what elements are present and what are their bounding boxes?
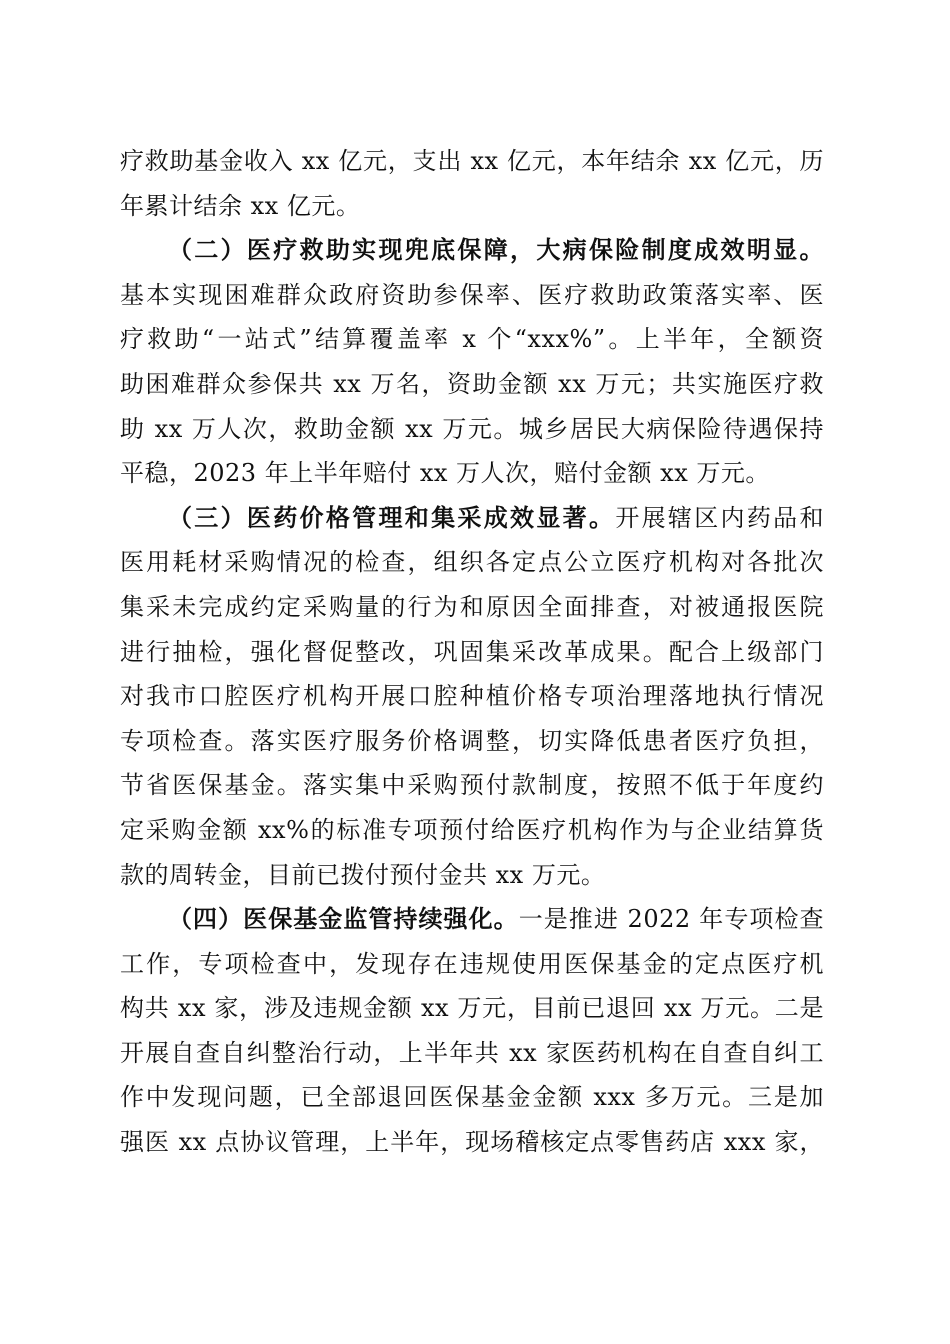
text-line: 专项检查。落实医疗服务价格调整，切实降低患者医疗负担， [120,726,824,755]
text-line: 平稳，2023 年上半年赔付 xx 万人次，赔付金额 xx 万元。 [120,459,770,488]
text-line: 基本实现困难群众政府资助参保率、医疗救助政策落实率、医 [120,280,824,309]
text-line: 助 xx 万人次，救助金额 xx 万元。城乡居民大病保险待遇保持 [120,414,824,443]
text-line: 作中发现问题，已全部退回医保基金金额 xxx 多万元。三是加 [120,1083,824,1112]
paragraph-drug-pricing [120,496,824,897]
paragraph-heading-line [120,228,824,273]
text-line: 工作，专项检查中，发现存在违规使用医保基金的定点医疗机 [120,949,824,978]
paragraph-heading-line [120,897,824,942]
text-line: 医用耗材采购情况的检查，组织各定点公立医疗机构对各批次 [120,548,824,577]
paragraph-fund-supervision [120,897,824,1165]
text-line: 疗救助基金收入 xx 亿元，支出 xx 亿元，本年结余 xx 亿元，历 [120,147,824,175]
text-line: 集采未完成约定采购量的行为和原因全面排查，对被通报医院 [120,592,824,621]
document-page [120,139,824,1165]
section-heading: （三）医药价格管理和集采成效显著。 [168,502,616,532]
text-line: 定采购金额 xx%的标准专项预付给医疗机构作为与企业结算货 [120,815,824,844]
paragraph-fund-summary [120,139,824,228]
section-heading: （四）医保基金监管持续强化。 [168,904,519,934]
text-line: 强医 xx 点协议管理，上半年，现场稽核定点零售药店 xxx 家， [120,1128,824,1157]
text-line: 对我市口腔医疗机构开展口腔种植价格专项治理落地执行情况 [120,682,824,711]
text-line: 助困难群众参保共 xx 万名，资助金额 xx 万元；共实施医疗救 [120,369,824,398]
text-line: 构共 xx 家，涉及违规金额 xx 万元，目前已退回 xx 万元。二是 [120,994,824,1023]
paragraph-medical-assistance [120,228,824,496]
text-line: 疗救助“一站式”结算覆盖率 x 个“xxx%”。上半年，全额资 [120,325,824,354]
text-line: 款的周转金，目前已拨付预付金共 xx 万元。 [120,860,606,889]
text-segment: 一是推进 2022 年专项检查 [518,905,824,934]
paragraph-heading-line [120,496,824,541]
text-line: 进行抽检，强化督促整改，巩固集采改革成果。配合上级部门 [120,637,824,666]
section-heading: （二）医疗救助实现兜底保障，大病保险制度成效明显。 [168,235,824,265]
text-line: 开展自查自纠整治行动，上半年共 xx 家医药机构在自查自纠工 [120,1038,824,1067]
text-line: 年累计结余 xx 亿元。 [120,191,361,220]
text-segment: 开展辖区内药品和 [615,503,824,532]
text-line: 节省医保基金。落实集中采购预付款制度，按照不低于年度约 [120,771,824,800]
